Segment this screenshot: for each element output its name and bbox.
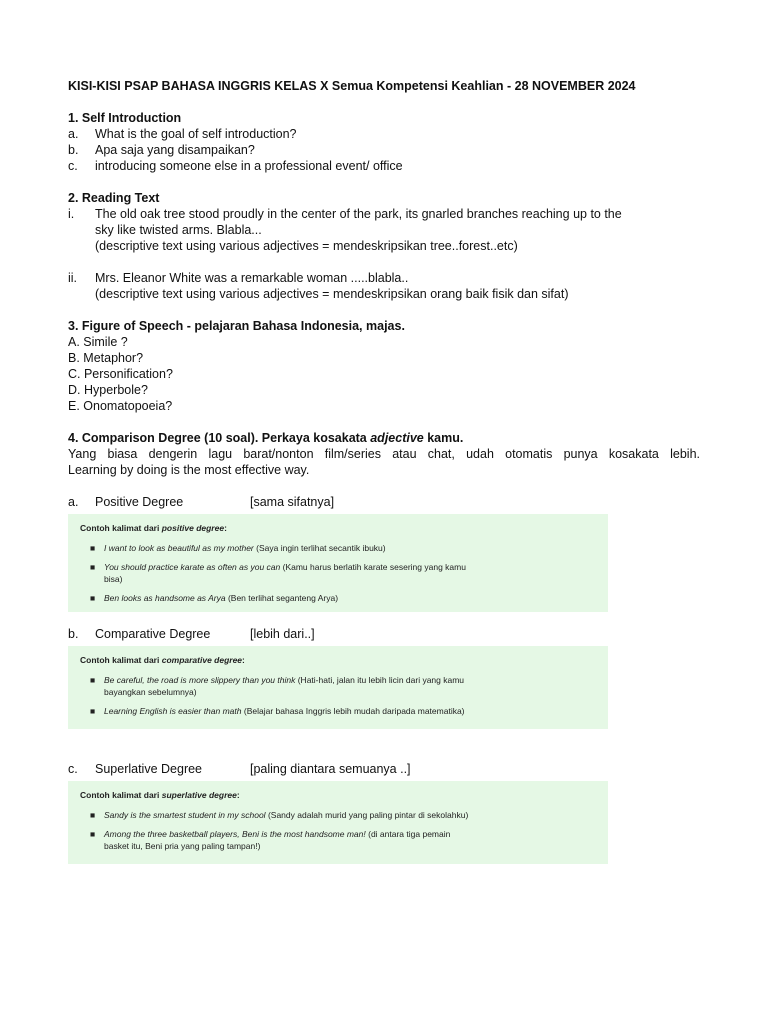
list-item bbox=[68, 142, 700, 158]
example-english: Ben looks as handsome as Arya bbox=[104, 593, 226, 603]
example-english: Learning English is easier than math bbox=[104, 706, 242, 716]
degree-meaning: [paling diantara semuanya ..] bbox=[250, 762, 411, 776]
example-item bbox=[80, 542, 474, 554]
degree-name: Comparative Degree bbox=[95, 627, 211, 641]
example-box-comparative bbox=[68, 646, 608, 729]
reading-note: (descriptive text using various adjectives = mendeskripsikan orang baik fisik dan sifat) bbox=[95, 287, 569, 301]
title-part: kamu. bbox=[423, 431, 464, 445]
paragraph: Learning by doing is the most effective way. bbox=[68, 463, 310, 477]
section-self-introduction bbox=[68, 110, 700, 174]
list-marker: c. bbox=[68, 762, 78, 776]
degree-meaning: [sama sifatnya] bbox=[250, 495, 335, 509]
list-item: C. Personification? bbox=[68, 367, 173, 381]
reading-item-ii bbox=[68, 270, 700, 302]
example-box-title bbox=[80, 522, 596, 534]
section-title: 1. Self Introduction bbox=[68, 111, 182, 125]
example-english: You should practice karate as often as you can bbox=[104, 562, 281, 572]
bullet-icon: ■ bbox=[90, 543, 96, 553]
list-marker: a. bbox=[68, 495, 79, 509]
example-list bbox=[80, 674, 596, 717]
example-translation: (Sandy adalah murid yang paling pintar di sekolahku) bbox=[265, 810, 469, 820]
example-translation: (Saya ingin terlihat secantik ibuku) bbox=[253, 543, 386, 553]
example-box-superlative bbox=[68, 781, 608, 864]
list-marker: ii. bbox=[68, 271, 78, 285]
bullet-icon: ■ bbox=[90, 810, 96, 820]
bullet-icon: ■ bbox=[90, 829, 96, 839]
section-title bbox=[68, 430, 700, 446]
example-item bbox=[80, 674, 474, 698]
box-title-part: : bbox=[242, 655, 245, 665]
example-item bbox=[80, 705, 474, 717]
list-marker: c. bbox=[68, 159, 78, 173]
list-item bbox=[68, 126, 700, 142]
list-marker: i. bbox=[68, 207, 75, 221]
example-translation: (Belajar bahasa Inggris lebih mudah daripada matematika) bbox=[241, 706, 465, 716]
box-title-part: : bbox=[236, 790, 240, 800]
list-marker: a. bbox=[68, 127, 79, 141]
degree-meaning: [lebih dari..] bbox=[250, 627, 315, 641]
list-marker: b. bbox=[68, 627, 79, 641]
section-comparison-degree bbox=[68, 430, 700, 864]
degree-heading-positive bbox=[68, 494, 700, 510]
section-title: 3. Figure of Speech - pelajaran Bahasa Indonesia, majas. bbox=[68, 319, 405, 333]
list-marker: b. bbox=[68, 143, 79, 157]
reading-text-line: Mrs. Eleanor White was a remarkable woman .....blabla.. bbox=[95, 271, 409, 285]
box-title-italic: comparative degree bbox=[161, 655, 243, 665]
example-english: Among the three basketball players, Beni is the most handsome man! bbox=[104, 829, 366, 839]
bullet-icon: ■ bbox=[90, 562, 96, 572]
list-item: D. Hyperbole? bbox=[68, 383, 148, 397]
section-reading-text bbox=[68, 190, 700, 302]
box-title-part: Contoh kalimat dari bbox=[80, 523, 162, 533]
reading-item-i bbox=[68, 206, 700, 254]
title-italic: adjective bbox=[370, 431, 424, 445]
degree-name: Positive Degree bbox=[95, 495, 184, 509]
list-item bbox=[68, 158, 700, 174]
section-title: 2. Reading Text bbox=[68, 191, 160, 205]
list-item: A. Simile ? bbox=[68, 335, 128, 349]
document-page bbox=[68, 78, 700, 864]
box-title-part: Contoh kalimat dari bbox=[80, 790, 162, 800]
example-item bbox=[80, 561, 474, 585]
example-english: I want to look as beautiful as my mother bbox=[104, 543, 254, 553]
title-part: 4. Comparison Degree (10 soal). Perkaya kosakata bbox=[68, 431, 371, 445]
bullet-icon: ■ bbox=[90, 706, 96, 716]
example-box-positive bbox=[68, 514, 608, 612]
degree-name: Superlative Degree bbox=[95, 762, 203, 776]
reading-text-line: sky like twisted arms. Blabla... bbox=[95, 223, 262, 237]
example-item bbox=[80, 809, 474, 821]
bullet-icon: ■ bbox=[90, 593, 96, 603]
example-box-title bbox=[80, 654, 596, 666]
example-item bbox=[80, 828, 474, 852]
example-translation: (Ben terlihat seganteng Arya) bbox=[225, 593, 339, 603]
page-title: KISI-KISI PSAP BAHASA INGGRIS KELAS X Semua Kompetensi Keahlian - 28 NOVEMBER 2024 bbox=[68, 79, 636, 93]
box-title-italic: superlative degree bbox=[161, 790, 237, 800]
list-item: B. Metaphor? bbox=[68, 351, 144, 365]
example-translation: (Hati-hati, jalan itu lebih licin dari yang kamu bayangkan sebelumnya) bbox=[104, 675, 465, 697]
reading-note: (descriptive text using various adjectives = mendeskripsikan tree..forest..etc) bbox=[95, 239, 518, 253]
box-title-italic: positive degree bbox=[161, 523, 225, 533]
degree-heading-superlative bbox=[68, 761, 700, 777]
box-title-part: : bbox=[224, 523, 227, 533]
example-translation: (di antara tiga pemain basket itu, Beni pria yang paling tampan!) bbox=[104, 829, 451, 851]
example-english: Be careful, the road is more slippery than you think bbox=[104, 675, 296, 685]
list-text: introducing someone else in a professional event/ office bbox=[95, 159, 403, 173]
reading-text-line: The old oak tree stood proudly in the center of the park, its gnarled branches reaching up to the bbox=[95, 207, 622, 221]
list-text: What is the goal of self introduction? bbox=[95, 127, 297, 141]
example-box-title bbox=[80, 789, 596, 801]
list-item: E. Onomatopoeia? bbox=[68, 399, 173, 413]
bullet-icon: ■ bbox=[90, 675, 96, 685]
example-list bbox=[80, 542, 596, 604]
example-list bbox=[80, 809, 596, 852]
paragraph: Yang biasa dengerin lagu barat/nonton film/series atau chat, udah otomatis punya kosakata lebih. bbox=[68, 447, 700, 461]
list-text: Apa saja yang disampaikan? bbox=[95, 143, 255, 157]
box-title-part: Contoh kalimat dari bbox=[80, 655, 162, 665]
section-figure-of-speech bbox=[68, 318, 700, 414]
example-item bbox=[80, 592, 474, 604]
example-english: Sandy is the smartest student in my school bbox=[104, 810, 266, 820]
example-translation: (Kamu harus berlatih karate sesering yang kamu bisa) bbox=[104, 562, 466, 584]
degree-heading-comparative bbox=[68, 626, 700, 642]
